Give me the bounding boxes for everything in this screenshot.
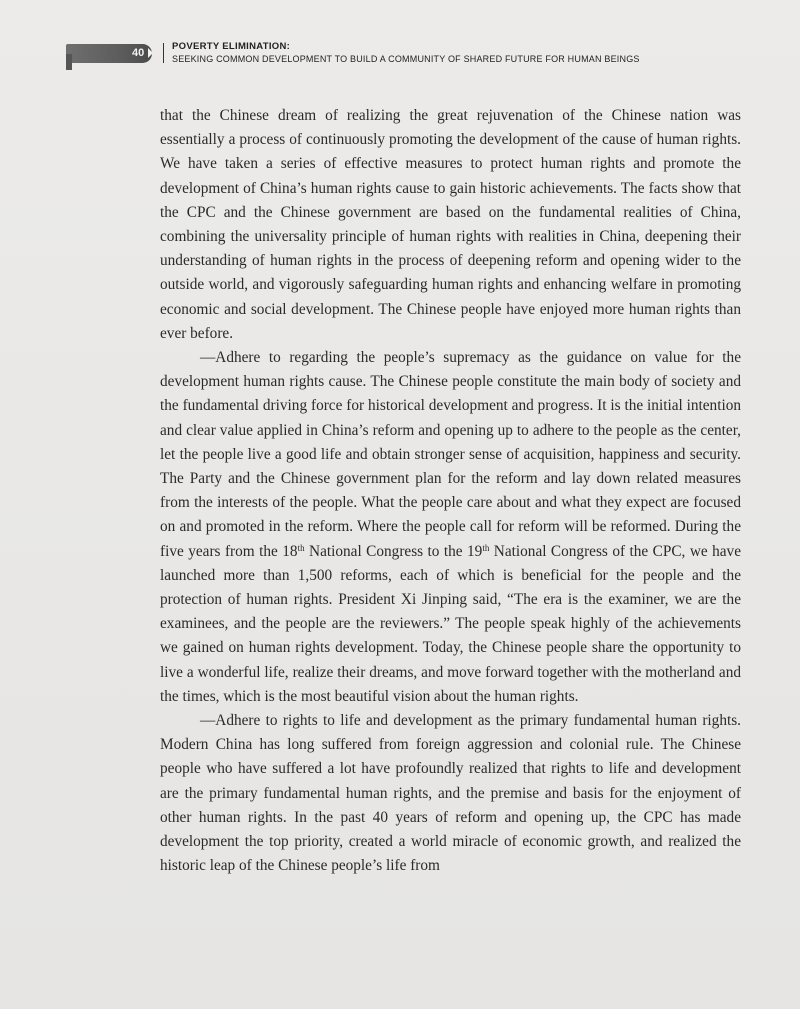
page-number: 40 [132, 47, 145, 59]
tab-tail [66, 54, 72, 70]
paragraph-2 [160, 346, 741, 709]
running-head-title: POVERTY ELIMINATION: [172, 41, 291, 52]
paragraph-1: that the Chinese dream of realizing the great rejuvenation of the Chinese nation was essentially a process of continuously promoting the development of the cause of human rights. We have taken a series of effective measures to protect human rights and promote the development of China’s human rights cause to gain historic achievements. The facts show that the CPC and the Chinese government are based on the fundamental realities of China, combining the universality principle of human rights with realities in China, deepening their understanding of human rights in the process of deepening reform and opening wider to the outside world, and vigorously safeguarding human rights and enhancing welfare in promoting economic and social development. The Chinese people have enjoyed more human rights than ever before. [160, 107, 741, 342]
arrow-icon [148, 48, 153, 58]
paragraph-3: —Adhere to rights to life and development as the primary fundamental human rights. Modern China has long suffered from foreign aggression and colonial rule. The Chinese people who have suffered a lot have profoundly realized that rights to life and development are the primary fundamental human rights, and the premise and basis for the enjoyment of other human rights. In the past 40 years of reform and opening up, the CPC has made development the top priority, created a world miracle of economic growth, and realized the historic leap of the Chinese people’s life from [160, 712, 741, 875]
paragraph-2-part-a: —Adhere to regarding the people’s supremacy as the guidance on value for the development human rights cause. The Chinese people constitute the main body of society and the fundamental driving force for historical development and progress. It is the initial intention and clear value applied in China’s reform and opening up to adhere to the people as the center, let the people live a good life and obtain stronger sense of acquisition, happiness and security. The Party and the Chinese government plan for the reform and lay down related measures from the interests of the people. What the people care about and what they expect are focused on and promoted in the reform. Where the people call for reform will be reformed. During the five years from the 18 [160, 349, 741, 560]
ordinal-suffix: th [482, 542, 490, 553]
header-divider [163, 43, 164, 63]
ordinal-suffix: th [297, 542, 305, 553]
running-head-subtitle: SEEKING COMMON DEVELOPMENT TO BUILD A COMMUNITY OF SHARED FUTURE FOR HUMAN BEINGS [172, 54, 640, 64]
body-text [160, 104, 741, 879]
paragraph-2-part-c: National Congress of the CPC, we have launched more than 1,500 reforms, each of which is beneficial for the people and the protection of human rights. President Xi Jinping said, “The era is the examiner, we are the examinees, and the people are the reviewers.” The people speak highly of the achievements we gained on human rights development. Today, the Chinese people share the opportunity to live a wonderful life, realize their dreams, and move forward together with the motherland and the times, which is the most beautiful vision about the human rights. [160, 542, 741, 705]
paragraph-2-part-b: National Congress to the 19 [304, 542, 483, 560]
